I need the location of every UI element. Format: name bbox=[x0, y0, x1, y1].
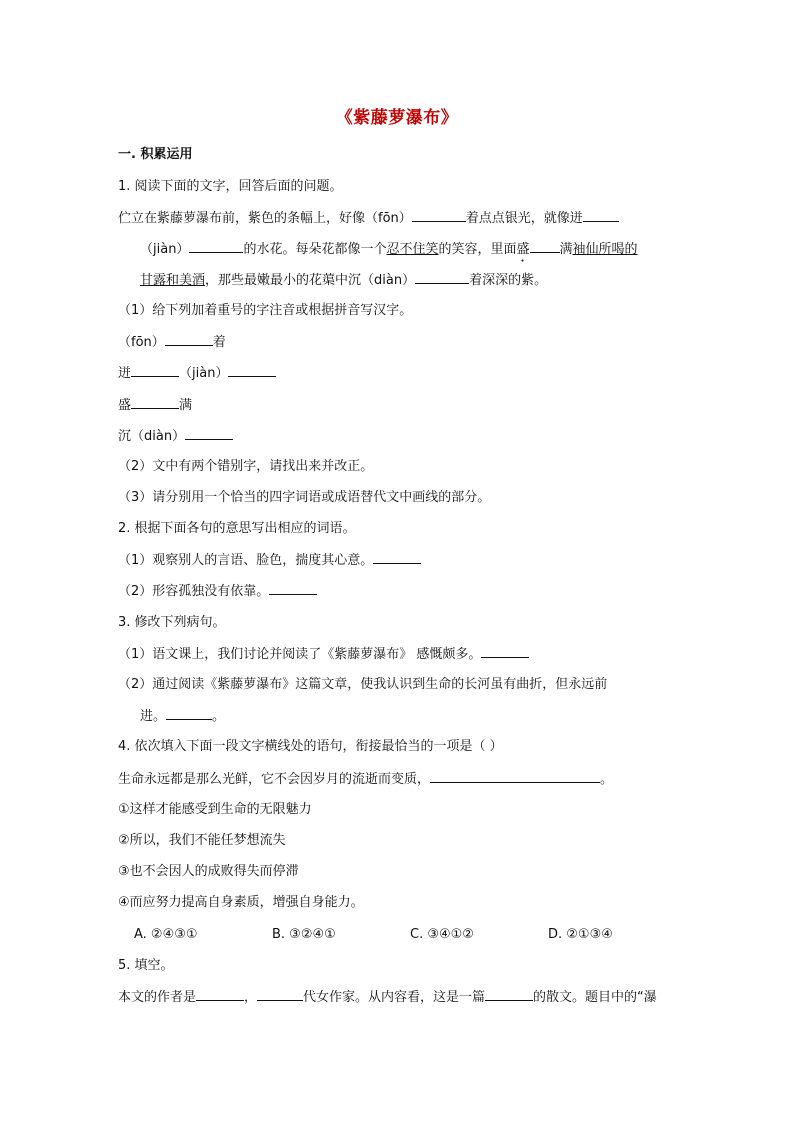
option-c[interactable]: C. ③④①② bbox=[410, 927, 474, 942]
answer-blank[interactable] bbox=[131, 396, 179, 409]
question-2b bbox=[118, 582, 678, 601]
question-5-text bbox=[118, 988, 678, 1007]
fill-row-3 bbox=[118, 396, 678, 415]
question-4-stem bbox=[118, 770, 678, 789]
answer-blank[interactable] bbox=[415, 271, 469, 284]
passage-line-1 bbox=[118, 209, 678, 228]
underlined-phrase: 忍不住笑 bbox=[386, 242, 439, 257]
question-3a bbox=[118, 645, 678, 664]
answer-blank[interactable] bbox=[481, 645, 529, 658]
fill-label: （fōn） bbox=[118, 335, 165, 350]
emphasized-char: 盛 bbox=[516, 242, 530, 257]
question-5-prompt: 5. 填空。 bbox=[118, 958, 174, 973]
subquestion-3: （3）请分别用一个恰当的四字词语或成语替代文中画线的部分。 bbox=[118, 490, 491, 505]
underlined-phrase: 甘露和美酒 bbox=[140, 273, 206, 288]
passage-text: 的水花。每朵花都像一个 bbox=[243, 242, 387, 257]
question-text: 进。 bbox=[140, 709, 167, 724]
sentence-item-3: ③也不会因人的成败得失而停滞 bbox=[118, 864, 299, 879]
question-3-prompt: 3. 修改下列病句。 bbox=[118, 615, 226, 630]
question-text: 的散文。题目中的“瀑 bbox=[533, 990, 657, 1005]
fill-row-2 bbox=[118, 364, 678, 383]
question-text: 生命永远都是那么光鲜，它不会因岁月的流逝而变质， bbox=[118, 772, 431, 787]
question-text: （1）语文课上，我们讨论并阅读了《紫藤萝瀑布》 感慨颇多。 bbox=[118, 647, 482, 662]
option-b[interactable]: B. ③②④① bbox=[272, 927, 336, 942]
sentence-item-4: ④而应努力提高自身素质，增强自身能力。 bbox=[118, 895, 364, 910]
answer-blank[interactable] bbox=[196, 988, 244, 1001]
fill-label: 沉（diàn） bbox=[118, 429, 186, 444]
fill-label: 着 bbox=[212, 335, 226, 350]
question-4-prompt: 4. 依次填入下面一段文字横线处的语句，衔接最恰当的一项是（ ） bbox=[118, 739, 503, 754]
fill-label: 盛 bbox=[118, 398, 132, 413]
passage-text: ，那些最嫩最小的花蕖中沉（diàn） bbox=[205, 273, 416, 288]
answer-blank[interactable] bbox=[430, 770, 600, 783]
question-text: 。 bbox=[600, 772, 614, 787]
question-text: 代女作家。从内容看，这是一篇 bbox=[303, 990, 486, 1005]
subquestion-2: （2）文中有两个错别字，请找出来并改正。 bbox=[118, 459, 374, 474]
question-text: 。 bbox=[212, 709, 226, 724]
question-text: （2）形容孤独没有依靠。 bbox=[118, 584, 270, 599]
question-2-prompt: 2. 根据下面各句的意思写出相应的词语。 bbox=[118, 521, 356, 536]
question-text: 本文的作者是 bbox=[118, 990, 197, 1005]
underlined-phrase: 袖仙所喝的 bbox=[572, 242, 638, 257]
answer-options bbox=[134, 926, 694, 944]
answer-blank[interactable] bbox=[131, 364, 179, 377]
fill-label: 迸 bbox=[118, 366, 132, 381]
sentence-item-2: ②所以，我们不能任梦想流失 bbox=[118, 833, 286, 848]
question-2a bbox=[118, 551, 678, 570]
option-a[interactable]: A. ②④③① bbox=[134, 927, 198, 942]
fill-label: （jiàn） bbox=[179, 366, 229, 381]
document-title: 《紫藤萝瀑布》 bbox=[335, 108, 459, 128]
passage-line-2 bbox=[140, 240, 700, 265]
fill-label: 满 bbox=[179, 398, 193, 413]
passage-text: 的笑容，里面 bbox=[438, 242, 517, 257]
answer-blank[interactable] bbox=[257, 988, 303, 1001]
subquestion-1: （1）给下列加着重号的字注音或根据拼音写汉字。 bbox=[118, 303, 413, 318]
passage-text: 伫立在紫藤萝瀑布前，紫色的条幅上，好像（fōn） bbox=[118, 211, 412, 226]
section-heading: 一. 积累运用 bbox=[118, 147, 193, 162]
sentence-item-1: ①这样才能感受到生命的无限魅力 bbox=[118, 802, 312, 817]
passage-line-3 bbox=[140, 271, 700, 290]
answer-blank[interactable] bbox=[583, 209, 619, 222]
fill-row-4 bbox=[118, 427, 678, 446]
answer-blank[interactable] bbox=[485, 988, 533, 1001]
passage-text: 满 bbox=[559, 242, 573, 257]
answer-blank[interactable] bbox=[165, 333, 213, 346]
passage-text: 着深深的紫。 bbox=[469, 273, 548, 288]
answer-blank[interactable] bbox=[412, 209, 466, 222]
option-d[interactable]: D. ②①③④ bbox=[548, 927, 613, 942]
question-text: ， bbox=[244, 990, 258, 1005]
answer-blank[interactable] bbox=[530, 240, 560, 253]
answer-blank[interactable] bbox=[228, 364, 276, 377]
passage-text: （jiàn） bbox=[140, 242, 190, 257]
answer-blank[interactable] bbox=[373, 551, 421, 564]
answer-blank[interactable] bbox=[189, 240, 243, 253]
question-1-prompt: 1. 阅读下面的文字，回答后面的问题。 bbox=[118, 179, 343, 194]
answer-blank[interactable] bbox=[185, 427, 233, 440]
passage-text: 着点点银光，就像迸 bbox=[465, 211, 583, 226]
answer-blank[interactable] bbox=[166, 707, 212, 720]
question-text: （1）观察别人的言语、脸色，揣度其心意。 bbox=[118, 553, 374, 568]
question-3b-line2 bbox=[140, 707, 700, 726]
question-3b-line1: （2）通过阅读《紫藤萝瀑布》这篇文章，使我认识到生命的长河虽有曲折，但永远前 bbox=[118, 677, 608, 692]
answer-blank[interactable] bbox=[269, 582, 317, 595]
fill-row-1 bbox=[118, 333, 678, 352]
